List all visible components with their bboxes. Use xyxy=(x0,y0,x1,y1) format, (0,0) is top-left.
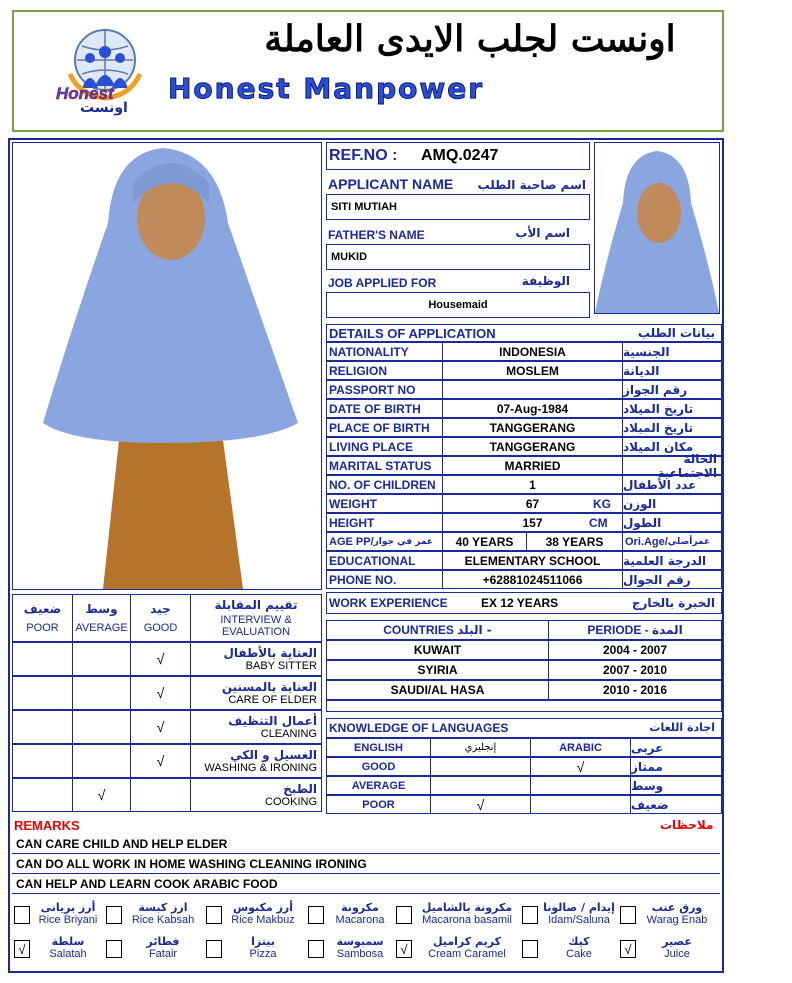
food-item xyxy=(326,902,394,926)
food-name-en: Macarona xyxy=(335,914,385,926)
remark-line: CAN CARE CHILD AND HELP ELDER xyxy=(12,835,720,854)
experience-value: EX 12 YEARS xyxy=(481,596,559,610)
skill-poor-mark xyxy=(13,677,73,709)
food-name-en: Cream Caramel xyxy=(428,948,506,960)
detail-row xyxy=(326,451,722,480)
phone-value: +62881024511066 xyxy=(443,571,623,588)
food-name-en: Idam/Saluna xyxy=(548,914,610,926)
food-checkbox[interactable] xyxy=(522,940,538,958)
languages-header xyxy=(326,718,722,738)
detail-row xyxy=(326,399,722,418)
english-mark xyxy=(431,777,531,794)
detail-row xyxy=(326,380,722,399)
food-checkbox[interactable] xyxy=(308,940,324,958)
father-label: FATHER'S NAME xyxy=(328,228,425,242)
skill-name-ar: العناية بالأطفال xyxy=(223,646,317,660)
language-row xyxy=(326,757,722,776)
language-level: GOOD xyxy=(327,758,431,775)
food-name-ar: ارز كبسة xyxy=(138,901,188,914)
food-item xyxy=(414,936,520,960)
father-block xyxy=(326,224,590,272)
skill-average-mark xyxy=(73,745,131,777)
skill-name-en: CLEANING xyxy=(260,728,317,740)
height-label-ar: الطول xyxy=(623,515,662,530)
job-block xyxy=(326,272,590,318)
skill-good-mark xyxy=(131,779,191,811)
countries-header-label: COUNTRIES البلد - xyxy=(327,621,549,639)
food-checkbox[interactable] xyxy=(308,906,324,924)
food-name-en: Juice xyxy=(664,948,690,960)
skill-average-mark xyxy=(73,711,131,743)
skill-poor-mark xyxy=(13,643,73,675)
food-checkbox[interactable] xyxy=(206,906,222,924)
food-item xyxy=(540,936,618,960)
detail-label: NATIONALITY xyxy=(327,343,443,360)
logo-text: Honest xyxy=(56,84,114,103)
skill-good-mark: √ xyxy=(131,711,191,743)
food-item xyxy=(638,902,716,926)
skill-average-mark: √ xyxy=(73,779,131,811)
country-row xyxy=(326,660,722,680)
weight-row xyxy=(326,494,722,513)
country-period: 2004 - 2007 xyxy=(602,643,668,657)
food-name-en: Pizza xyxy=(249,948,277,960)
skills-table xyxy=(12,594,322,814)
details-label-ar: بيانات الطلب xyxy=(637,326,715,340)
details-header xyxy=(326,324,722,342)
skill-name xyxy=(191,779,321,811)
average-col: وسط AVERAGE xyxy=(73,595,131,641)
detail-label-ar: عدد الأطفال xyxy=(623,477,697,492)
skill-good-mark: √ xyxy=(131,643,191,675)
ref-box xyxy=(326,142,590,170)
education-value: ELEMENTARY SCHOOL xyxy=(443,552,623,569)
skill-good-mark: √ xyxy=(131,677,191,709)
food-name-ar: مكرونة بالشاميل xyxy=(421,901,513,914)
detail-label: PASSPORT NO xyxy=(327,381,443,398)
skill-poor-mark xyxy=(13,745,73,777)
food-name-en: Rice Makbuz xyxy=(231,914,295,926)
detail-label-ar: الجنسية xyxy=(623,344,670,359)
detail-value: MARRIED xyxy=(443,457,623,474)
skill-name-ar: العناية بالمسنين xyxy=(221,680,317,694)
job-label: JOB APPLIED FOR xyxy=(328,276,437,290)
good-col: جيد GOOD xyxy=(131,595,191,641)
detail-row xyxy=(326,475,722,494)
food-name-en: Sambosa xyxy=(336,948,384,960)
food-name-ar: كريم كراميل xyxy=(433,935,501,948)
skill-name xyxy=(191,677,321,709)
arabic-mark xyxy=(531,796,631,813)
detail-value: 1 xyxy=(443,476,623,493)
experience-label-ar: الخبرة بالخارج xyxy=(631,596,715,610)
skill-name-en: BABY SITTER xyxy=(245,660,317,672)
detail-label: MARITAL STATUS xyxy=(327,457,443,474)
food-name-ar: كيك xyxy=(568,935,590,948)
english-col-ar: إنجليزي xyxy=(431,739,531,756)
father-value: MUKID xyxy=(331,251,368,263)
detail-value: 07-Aug-1984 xyxy=(443,400,623,417)
skill-row xyxy=(12,778,322,812)
phone-label-ar: رقم الجوال xyxy=(623,572,691,587)
food-checkbox[interactable]: √ xyxy=(14,940,30,958)
skill-average-mark xyxy=(73,677,131,709)
arabic-mark: √ xyxy=(531,758,631,775)
detail-label-ar: مكان الميلاد xyxy=(623,439,694,454)
english-mark xyxy=(431,758,531,775)
height-value: 157 xyxy=(443,514,623,531)
food-name-en: Rice Kabsah xyxy=(131,914,195,926)
detail-value xyxy=(443,381,623,398)
remark-line: CAN DO ALL WORK IN HOME WASHING CLEANING IRONING xyxy=(12,855,720,874)
skill-row xyxy=(12,710,322,744)
experience-label: WORK EXPERIENCE xyxy=(329,596,448,610)
skill-name-ar: الغسيل و الكي xyxy=(230,748,317,762)
countries-header xyxy=(326,620,722,640)
detail-label: RELIGION xyxy=(327,362,443,379)
food-name-en: Salatah xyxy=(49,948,87,960)
language-level-ar: ضعيف xyxy=(631,797,669,812)
phone-label: PHONE NO. xyxy=(327,571,443,588)
applicant-full-photo xyxy=(12,142,322,590)
skill-name-ar: أعمال التنظيف xyxy=(228,714,317,728)
food-checkbox[interactable]: √ xyxy=(620,940,636,958)
skill-poor-mark xyxy=(13,779,73,811)
age-label: AGE PP/ عمر في جواز xyxy=(327,533,443,550)
detail-label-ar: تاريخ الميلاد xyxy=(623,420,694,435)
phone-row xyxy=(326,570,722,589)
food-item xyxy=(326,936,394,960)
country-name: SYIRIA xyxy=(327,661,549,679)
detail-value: TANGGERANG xyxy=(443,419,623,436)
skill-name-en: CARE OF ELDER xyxy=(228,694,317,706)
detail-value: MOSLEM xyxy=(443,362,623,379)
applicant-label-ar: اسم صاحبة الطلب xyxy=(477,178,586,192)
job-value: Housemaid xyxy=(428,299,488,311)
language-row xyxy=(326,776,722,795)
skill-name-ar: الطبخ xyxy=(283,782,317,796)
food-name-ar: عصير xyxy=(662,935,692,948)
food-name-ar: فطائر xyxy=(146,935,180,948)
weight-label: WEIGHT xyxy=(327,495,443,512)
education-row xyxy=(326,551,722,570)
skill-row xyxy=(12,744,322,778)
detail-label: LIVING PLACE xyxy=(327,438,443,455)
age-ori-label: Ori.Age/ عمرأصلي xyxy=(625,535,711,548)
education-label: EDUCATIONAL xyxy=(327,552,443,569)
food-name-ar: سلطة xyxy=(51,935,85,948)
english-col-label: ENGLISH xyxy=(327,739,431,756)
food-name-en: Cake xyxy=(566,948,592,960)
food-checkbox[interactable] xyxy=(106,940,122,958)
weight-unit: KG xyxy=(593,497,611,511)
food-checkbox[interactable] xyxy=(522,906,538,924)
skill-poor-mark xyxy=(13,711,73,743)
skill-good-mark: √ xyxy=(131,745,191,777)
food-name-ar: سمبوسة xyxy=(336,935,384,948)
food-name-ar: أرز بريانى xyxy=(40,901,96,914)
education-label-ar: الدرجة العلمية xyxy=(623,553,707,568)
skill-average-mark xyxy=(73,643,131,675)
food-name-ar: أرز مكبوس xyxy=(232,901,294,914)
food-name-en: Warag Enab xyxy=(646,914,708,926)
country-period: 2007 - 2010 xyxy=(602,663,668,677)
arabic-col-ar: عربى xyxy=(631,740,664,755)
food-item xyxy=(224,902,302,926)
food-item xyxy=(124,902,202,926)
food-item xyxy=(32,902,104,926)
english-mark: √ xyxy=(431,796,531,813)
language-row xyxy=(326,795,722,814)
food-item xyxy=(638,936,716,960)
food-name-en: Macarona basamil xyxy=(422,914,512,926)
weight-value: 67 xyxy=(443,495,623,512)
interview-col: تقييم المقابلة INTERVIEW & EVALUATION xyxy=(214,598,298,638)
country-row xyxy=(326,640,722,660)
skill-row xyxy=(12,676,322,710)
remark-line: CAN HELP AND LEARN COOK ARABIC FOOD xyxy=(12,875,720,894)
food-name-ar: إيدام / صالونا xyxy=(543,901,615,914)
skills-header xyxy=(12,594,322,642)
country-name: SAUDI/AL HASA xyxy=(327,681,549,699)
food-checkbox[interactable]: √ xyxy=(396,940,412,958)
periode-header-label: PERIODE - المدة xyxy=(587,623,683,637)
detail-label-ar: الديانة xyxy=(623,363,660,378)
arabic-col-label: ARABIC xyxy=(531,739,631,756)
language-level: POOR xyxy=(327,796,431,813)
languages-cols xyxy=(326,738,722,757)
arabic-title: اونست لجلب الايدى العاملة xyxy=(264,18,676,60)
english-title: Honest Manpower xyxy=(168,72,485,105)
food-name-ar: ورق عنب xyxy=(651,901,703,914)
age-row xyxy=(326,532,722,551)
job-label-ar: الوظيفة xyxy=(521,274,570,288)
skill-name xyxy=(191,745,321,777)
height-unit: CM xyxy=(589,516,608,530)
arabic-mark xyxy=(531,777,631,794)
detail-label-ar: تاريخ الميلاد xyxy=(623,401,694,416)
remarks-label: REMARKS xyxy=(14,818,80,833)
food-item xyxy=(124,936,202,960)
food-checkbox[interactable] xyxy=(206,940,222,958)
country-row xyxy=(326,680,722,700)
ref-label: REF.NO : xyxy=(329,147,398,164)
food-checkbox[interactable] xyxy=(620,906,636,924)
food-checkbox[interactable] xyxy=(396,906,412,924)
detail-label: DATE OF BIRTH xyxy=(327,400,443,417)
language-level-ar: وسط xyxy=(631,778,664,793)
languages-label: KNOWLEDGE OF LANGUAGES xyxy=(329,721,509,735)
food-checkbox[interactable] xyxy=(14,906,30,924)
detail-label: PLACE OF BIRTH xyxy=(327,419,443,436)
age-pp-value: 40 YEARS xyxy=(443,533,527,550)
detail-label-ar: رقم الجواز xyxy=(623,382,688,397)
detail-value: INDONESIA xyxy=(443,343,623,360)
poor-col: ضعيف POOR xyxy=(13,595,73,641)
weight-label-ar: الوزن xyxy=(623,496,657,511)
logo-arabic: اونست xyxy=(80,100,128,116)
age-ori-value: 38 YEARS xyxy=(527,533,623,550)
skill-row xyxy=(12,642,322,676)
skill-name-en: COOKING xyxy=(265,796,317,808)
food-name-en: Fatair xyxy=(148,948,178,960)
father-label-ar: اسم الأب xyxy=(515,226,570,240)
food-item xyxy=(32,936,104,960)
detail-row xyxy=(326,418,722,437)
detail-row xyxy=(326,361,722,380)
languages-label-ar: اجادة اللغات xyxy=(649,721,715,734)
detail-value: TANGGERANG xyxy=(443,438,623,455)
applicant-block xyxy=(326,174,590,224)
country-period: 2010 - 2016 xyxy=(602,683,668,697)
language-level-ar: ممتاز xyxy=(631,759,663,774)
detail-label: NO. OF CHILDREN xyxy=(327,476,443,493)
skill-name xyxy=(191,711,321,743)
detail-label-ar: الحالة الاجتماعية xyxy=(657,451,717,480)
food-checkbox[interactable] xyxy=(106,906,122,924)
detail-row xyxy=(326,342,722,361)
height-label: HEIGHT xyxy=(327,514,443,531)
remarks-label-ar: ملاحظات xyxy=(660,818,714,832)
ref-value: AMQ.0247 xyxy=(421,147,499,164)
country-empty-row xyxy=(326,700,722,712)
details-label: DETAILS OF APPLICATION xyxy=(329,326,496,341)
skill-name-en: WASHING & IRONING xyxy=(204,762,317,774)
food-item xyxy=(224,936,302,960)
food-item xyxy=(540,902,618,926)
experience-row xyxy=(326,592,722,614)
applicant-passport-photo xyxy=(594,142,720,314)
food-name-ar: بيتزا xyxy=(251,935,275,948)
applicant-value: SITI MUTIAH xyxy=(331,201,397,213)
height-row xyxy=(326,513,722,532)
skill-name xyxy=(191,643,321,675)
applicant-label: APPLICANT NAME xyxy=(328,176,454,192)
language-level: AVERAGE xyxy=(327,777,431,794)
country-name: KUWAIT xyxy=(327,641,549,659)
food-name-en: Rice Briyani xyxy=(38,914,98,926)
food-item xyxy=(414,902,520,926)
food-name-ar: مكرونة xyxy=(341,901,379,914)
